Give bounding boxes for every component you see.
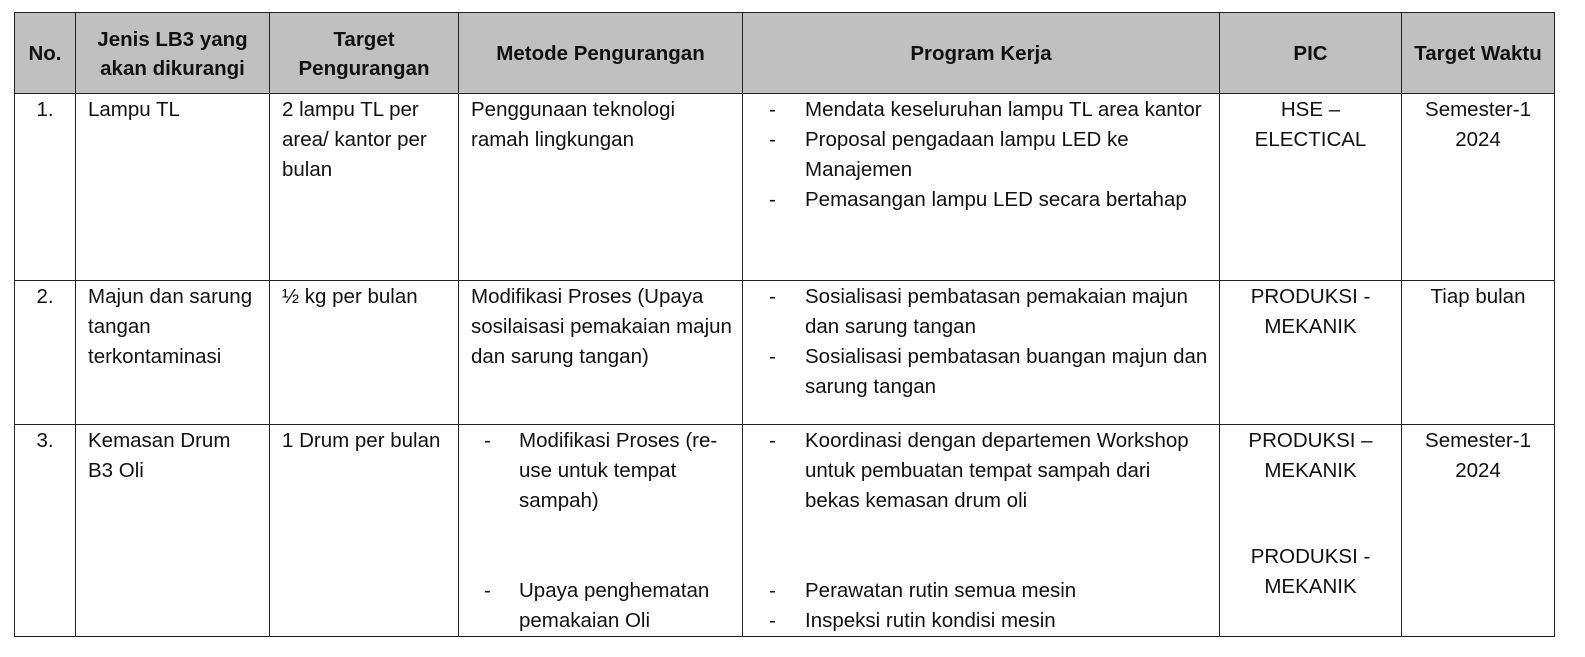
cell-waktu: Tiap bulan: [1402, 281, 1555, 425]
program-item: - Sosialisasi pembatasan pemakaian majun dan sarung tangan: [755, 282, 1209, 342]
cell-waktu: Semester-1 2024: [1402, 94, 1555, 281]
cell-target: 2 lampu TL per area/ kantor per bulan: [270, 94, 459, 281]
header-no: No.: [15, 13, 76, 94]
program-list: [755, 426, 1209, 636]
cell-program: [743, 94, 1220, 281]
program-list: [755, 95, 1209, 215]
program-item: - Proposal pengadaan lampu LED ke Manajemen: [755, 125, 1209, 185]
cell-jenis: Lampu TL: [76, 94, 270, 281]
program-item: - Inspeksi rutin kondisi mesin: [755, 606, 1209, 636]
cell-pic: HSE – ELECTICAL: [1220, 94, 1402, 281]
cell-jenis: Kemasan Drum B3 Oli: [76, 425, 270, 637]
program-item: - Koordinasi dengan departemen Workshop untuk pembuatan tempat sampah dari bekas kemasan drum oli: [755, 426, 1209, 516]
metode-list: [471, 426, 732, 636]
cell-no: 2.: [15, 281, 76, 425]
spacer: [1224, 486, 1397, 542]
cell-metode: Penggunaan teknologi ramah lingkungan: [459, 94, 743, 281]
metode-item: - Modifikasi Proses (re-use untuk tempat sampah): [471, 426, 732, 516]
header-target: Target Pengurangan: [270, 13, 459, 94]
cell-metode: Modifikasi Proses (Upaya sosilaisasi pemakaian majun dan sarung tangan): [459, 281, 743, 425]
program-item: - Pemasangan lampu LED secara bertahap: [755, 185, 1209, 215]
spacer: [471, 516, 732, 576]
spacer: [755, 516, 1209, 576]
program-item: - Sosialisasi pembatasan buangan majun dan sarung tangan: [755, 342, 1209, 402]
cell-target: ½ kg per bulan: [270, 281, 459, 425]
cell-target: 1 Drum per bulan: [270, 425, 459, 637]
header-jenis: Jenis LB3 yang akan dikurangi: [76, 13, 270, 94]
program-item: - Perawatan rutin semua mesin: [755, 576, 1209, 606]
cell-program: [743, 425, 1220, 637]
table-row: [15, 281, 1555, 425]
lb3-reduction-table: [14, 12, 1555, 637]
header-pic: PIC: [1220, 13, 1402, 94]
cell-program: [743, 281, 1220, 425]
table-row: [15, 94, 1555, 281]
cell-pic: PRODUKSI - MEKANIK: [1220, 281, 1402, 425]
table-row: [15, 425, 1555, 637]
cell-pic: [1220, 425, 1402, 637]
cell-no: 3.: [15, 425, 76, 637]
cell-no: 1.: [15, 94, 76, 281]
metode-item: - Upaya penghematan pemakaian Oli: [471, 576, 732, 636]
pic-entry: PRODUKSI – MEKANIK: [1248, 429, 1373, 482]
program-item: - Mendata keseluruhan lampu TL area kantor: [755, 95, 1209, 125]
cell-waktu: Semester-1 2024: [1402, 425, 1555, 637]
pic-entry: PRODUKSI - MEKANIK: [1250, 545, 1371, 598]
program-list: [755, 282, 1209, 402]
cell-metode: [459, 425, 743, 637]
cell-jenis: Majun dan sarung tangan terkontaminasi: [76, 281, 270, 425]
header-metode: Metode Pengurangan: [459, 13, 743, 94]
header-row: [15, 13, 1555, 94]
header-waktu: Target Waktu: [1402, 13, 1555, 94]
header-program: Program Kerja: [743, 13, 1220, 94]
